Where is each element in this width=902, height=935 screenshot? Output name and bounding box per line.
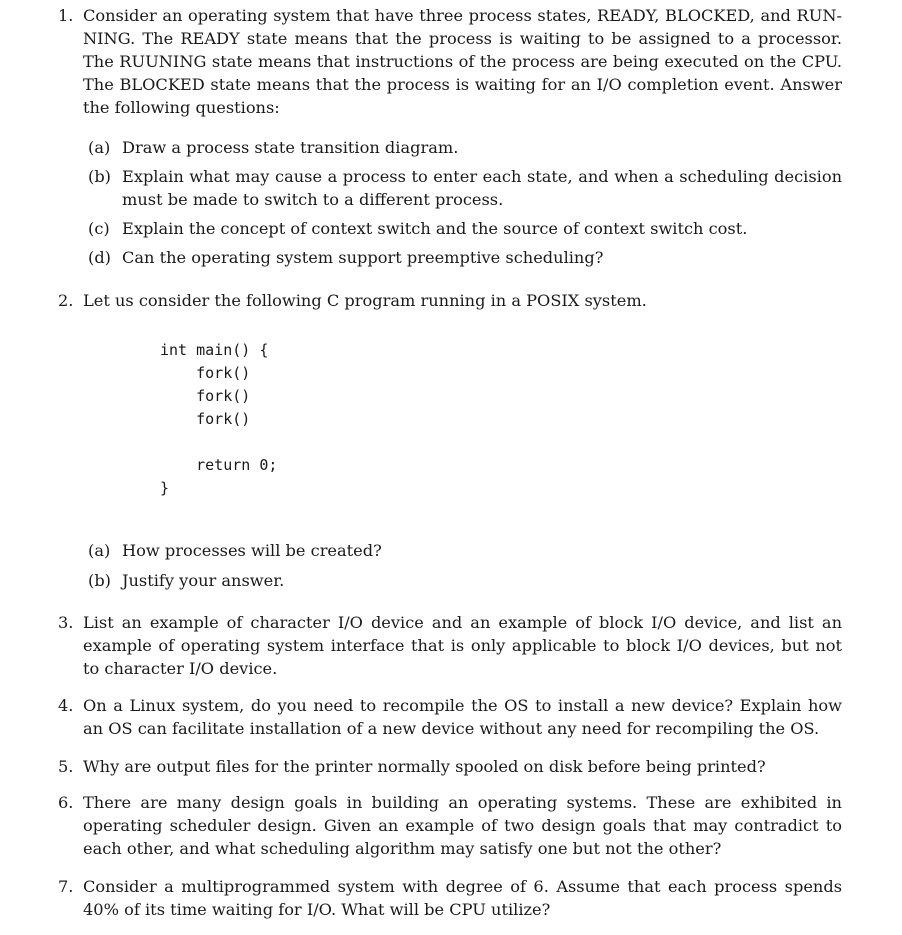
code-line: return 0; (160, 456, 278, 474)
code-line (160, 431, 277, 454)
question-1-part-b (88, 165, 842, 211)
question-number: 2. (58, 291, 74, 310)
question-text: List an example of character I/O device and an example of block I/O device, and list an example of operating system interface that is only applicable to block I/O devices, but not to character I/O device. (83, 613, 842, 678)
question-number: 5. (58, 757, 74, 776)
question-4 (58, 694, 842, 740)
question-text: Why are output files for the printer normally spooled on disk before being printed? (83, 757, 766, 776)
code-line: int main() { (160, 341, 269, 359)
code-line: fork() (160, 364, 251, 382)
question-text: There are many design goals in building an operating systems. These are exhibited in operating scheduler design. Given an example of two design goals that may contradict to each other, and what scheduling algorithm may satisfy one but not the other? (83, 793, 842, 858)
question-7 (58, 875, 842, 921)
part-label: (a) (88, 138, 111, 157)
question-text: Consider an operating system that have three process states, READY, BLOCKED, and RUNNING. The READY state means that the process is waiting to be assigned to a processor. The RUUNING state means that instructions of the process are being executed on the CPU. The BLOCKED state means that the process is waiting for an I/O completion event. Answer the following questions: (83, 6, 842, 117)
question-text: Consider a multiprogrammed system with degree of 6. Assume that each process spends 40% of its time waiting for I/O. What will be CPU utilize? (83, 877, 842, 919)
question-1 (58, 4, 842, 119)
question-text: Let us consider the following C program running in a POSIX system. (83, 291, 647, 310)
code-line: fork() (160, 387, 251, 405)
question-1-part-d (88, 246, 842, 269)
question-1-part-a (88, 136, 842, 159)
part-text: Justify your answer. (122, 571, 285, 590)
part-label: (d) (88, 248, 111, 267)
question-3 (58, 611, 842, 680)
question-number: 4. (58, 696, 74, 715)
code-block (160, 339, 277, 500)
question-2-part-b (88, 569, 842, 592)
part-label: (c) (88, 219, 110, 238)
question-6 (58, 791, 842, 860)
part-text: Draw a process state transition diagram. (122, 138, 459, 157)
question-number: 7. (58, 877, 74, 896)
part-text: Can the operating system support preemptive scheduling? (122, 248, 604, 267)
question-text: On a Linux system, do you need to recompile the OS to install a new device? Explain how an OS can facilitate installation of a new device without any need for recompiling the OS. (83, 696, 842, 738)
part-text: Explain the concept of context switch and the source of context switch cost. (122, 219, 748, 238)
part-label: (b) (88, 167, 111, 186)
part-label: (b) (88, 571, 111, 590)
part-text: How processes will be created? (122, 541, 382, 560)
question-2-part-a (88, 539, 842, 562)
question-number: 1. (58, 6, 74, 25)
question-number: 3. (58, 613, 74, 632)
question-number: 6. (58, 793, 74, 812)
part-label: (a) (88, 541, 111, 560)
question-1-part-c (88, 217, 842, 240)
question-2 (58, 289, 842, 312)
part-text: Explain what may cause a process to enter each state, and when a scheduling decision must be made to switch to a different process. (122, 167, 842, 209)
question-5 (58, 755, 842, 778)
code-line: fork() (160, 410, 251, 428)
code-line: } (160, 479, 170, 497)
